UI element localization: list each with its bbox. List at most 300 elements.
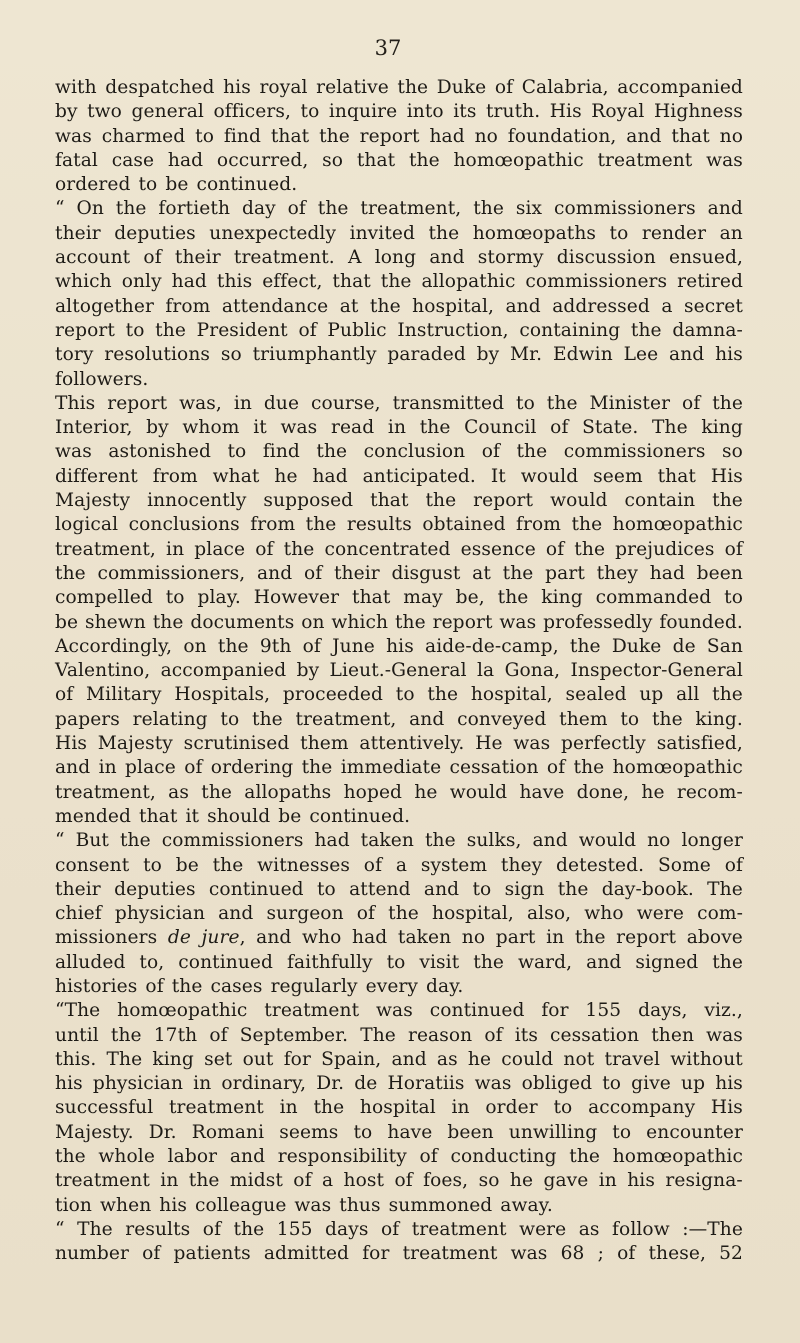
word: were bbox=[636, 903, 684, 925]
word: could bbox=[501, 1048, 554, 1070]
word: prejudices bbox=[615, 538, 715, 560]
word: officers, bbox=[213, 101, 292, 123]
word: play. bbox=[197, 587, 241, 609]
word: hospital, bbox=[412, 295, 495, 317]
text-line bbox=[55, 1145, 743, 1169]
word: the bbox=[188, 1170, 220, 1192]
word: his bbox=[55, 1073, 83, 1095]
word: the bbox=[574, 927, 606, 949]
word: His bbox=[710, 465, 743, 487]
word: been bbox=[447, 1121, 494, 1143]
word: his bbox=[715, 1073, 743, 1095]
word: to bbox=[602, 1073, 622, 1095]
word: of bbox=[356, 903, 376, 925]
word: faithfully bbox=[286, 951, 373, 973]
word: to bbox=[612, 1121, 632, 1143]
word: encounter bbox=[646, 1121, 743, 1143]
word: physician bbox=[92, 1073, 184, 1095]
word: at bbox=[339, 295, 359, 317]
word: the bbox=[252, 708, 283, 730]
text-line bbox=[55, 756, 743, 780]
word: who bbox=[584, 903, 624, 925]
word: king. bbox=[695, 708, 743, 730]
word: read bbox=[330, 417, 375, 439]
word: commissioners bbox=[525, 271, 668, 293]
word: Some bbox=[657, 854, 711, 876]
word: had bbox=[649, 562, 685, 584]
word: of bbox=[394, 1170, 413, 1192]
word: commissioners bbox=[161, 830, 304, 852]
word: discussion bbox=[556, 247, 656, 269]
text-line bbox=[55, 1048, 743, 1072]
word: the bbox=[569, 635, 601, 657]
word: the bbox=[313, 1097, 345, 1119]
word: so bbox=[322, 149, 344, 171]
word: so bbox=[478, 1170, 500, 1192]
word: this bbox=[216, 271, 253, 293]
text-line bbox=[55, 878, 743, 902]
word: system bbox=[420, 854, 488, 876]
word: to bbox=[609, 222, 629, 244]
word: papers bbox=[55, 708, 120, 730]
word: of bbox=[293, 1170, 312, 1192]
word: commissioners, bbox=[97, 562, 246, 584]
word: what bbox=[212, 465, 260, 487]
word: summoned bbox=[388, 1194, 493, 1216]
word: His bbox=[55, 733, 88, 755]
word: thus bbox=[339, 1194, 381, 1216]
word: admitted bbox=[263, 1243, 350, 1265]
word: addressed bbox=[552, 295, 650, 317]
word: of bbox=[724, 854, 743, 876]
word: homœopathic bbox=[117, 1000, 248, 1022]
word: Valentino, bbox=[55, 660, 151, 682]
word: tion bbox=[55, 1194, 92, 1216]
word: allopaths bbox=[244, 781, 332, 803]
word: no bbox=[461, 927, 486, 949]
word: the bbox=[424, 830, 456, 852]
word: all bbox=[676, 684, 700, 706]
word: every bbox=[365, 975, 419, 997]
word: report bbox=[359, 125, 420, 147]
text-line bbox=[55, 708, 743, 732]
text-line bbox=[55, 392, 743, 416]
word: and bbox=[505, 295, 541, 317]
word: San bbox=[706, 635, 743, 657]
word: Duke bbox=[611, 635, 662, 657]
word: the bbox=[397, 77, 429, 98]
word: cessation bbox=[550, 1024, 640, 1046]
word: the bbox=[380, 271, 412, 293]
word: and bbox=[256, 927, 292, 949]
word: that bbox=[139, 805, 178, 827]
word: of bbox=[724, 538, 743, 560]
word: immediate bbox=[340, 757, 442, 779]
word: 52 bbox=[719, 1243, 743, 1265]
word: so bbox=[721, 441, 743, 463]
word: his bbox=[386, 635, 414, 657]
word: the bbox=[152, 611, 184, 633]
word: should bbox=[207, 805, 271, 827]
word: containing bbox=[519, 319, 621, 341]
word: without bbox=[670, 1048, 743, 1070]
word: the bbox=[305, 514, 337, 536]
word: witnesses bbox=[257, 854, 350, 876]
word: conducting bbox=[450, 1146, 557, 1168]
word: and bbox=[218, 903, 254, 925]
word: contain bbox=[624, 490, 696, 512]
word: the bbox=[394, 611, 426, 633]
word: general bbox=[131, 101, 204, 123]
word: homœopaths bbox=[472, 222, 597, 244]
word: stormy bbox=[477, 247, 544, 269]
word: longer bbox=[681, 830, 743, 852]
text-line bbox=[55, 854, 743, 878]
word: The bbox=[652, 417, 688, 439]
text-line bbox=[55, 222, 743, 246]
word: foes, bbox=[423, 1170, 469, 1192]
word: colleague bbox=[195, 1194, 287, 1216]
word: royal bbox=[259, 77, 308, 98]
word: the bbox=[319, 125, 350, 147]
word: damna- bbox=[672, 319, 743, 341]
word: treatment bbox=[168, 1097, 264, 1119]
word: continued. bbox=[309, 805, 411, 827]
word: treatment, bbox=[55, 781, 156, 803]
word: in bbox=[160, 1170, 179, 1192]
text-line bbox=[55, 343, 743, 367]
word: de bbox=[167, 927, 191, 949]
text-line bbox=[55, 1024, 743, 1048]
word: in bbox=[279, 1097, 298, 1119]
word: to bbox=[143, 854, 162, 876]
word: to bbox=[724, 587, 743, 609]
word: a bbox=[661, 295, 673, 317]
text-line bbox=[55, 586, 743, 610]
word: days, bbox=[638, 1000, 688, 1022]
word: viz., bbox=[704, 1000, 743, 1022]
word: he bbox=[641, 781, 665, 803]
word: the bbox=[497, 587, 529, 609]
word: Calabria, bbox=[521, 77, 609, 98]
word: retired bbox=[677, 271, 743, 293]
word: Edwin bbox=[552, 344, 613, 366]
word: The bbox=[360, 1024, 396, 1046]
word: Public bbox=[327, 319, 387, 341]
word: had bbox=[167, 149, 204, 171]
word: he bbox=[467, 1048, 492, 1070]
word: no bbox=[647, 830, 671, 852]
word: of bbox=[419, 1146, 438, 1168]
word: day bbox=[241, 198, 276, 220]
word: be bbox=[165, 174, 189, 196]
word: disgust bbox=[391, 562, 461, 584]
word: this. bbox=[55, 1048, 97, 1070]
word: to bbox=[553, 1097, 573, 1119]
word: astonished bbox=[108, 441, 211, 463]
word: 9th bbox=[259, 635, 292, 657]
word: have bbox=[387, 1121, 433, 1143]
word: was bbox=[474, 1073, 512, 1095]
word: essence bbox=[460, 538, 536, 560]
word: However bbox=[253, 587, 340, 609]
word: His bbox=[549, 101, 582, 123]
word: find bbox=[223, 125, 261, 147]
word: of bbox=[143, 247, 162, 269]
word: it bbox=[253, 417, 267, 439]
word: invited bbox=[349, 222, 416, 244]
word: on bbox=[183, 635, 207, 657]
word: until bbox=[55, 1024, 99, 1046]
word: the bbox=[573, 757, 605, 779]
word: for bbox=[541, 1000, 569, 1022]
body-text bbox=[55, 76, 743, 1267]
word: allopathic bbox=[421, 271, 516, 293]
word: done, bbox=[576, 781, 630, 803]
word: the bbox=[425, 490, 457, 512]
word: it bbox=[185, 805, 200, 827]
word: which bbox=[331, 611, 389, 633]
word: patients bbox=[173, 1243, 251, 1265]
word: then bbox=[651, 1024, 695, 1046]
word: deputies bbox=[114, 222, 196, 244]
word: Royal bbox=[591, 101, 645, 123]
word: set bbox=[204, 1048, 233, 1070]
word: ordinary, bbox=[221, 1073, 307, 1095]
word: also, bbox=[526, 903, 572, 925]
word: attentively. bbox=[359, 733, 465, 755]
word: gave bbox=[543, 1170, 589, 1192]
word: of bbox=[303, 562, 323, 584]
word: sulks, bbox=[466, 830, 522, 852]
word: order bbox=[485, 1097, 538, 1119]
word: the bbox=[712, 684, 743, 706]
word: would bbox=[520, 465, 579, 487]
word: that bbox=[370, 490, 409, 512]
word: to bbox=[620, 708, 640, 730]
word: for bbox=[362, 1243, 390, 1265]
word: It bbox=[490, 465, 506, 487]
word: been bbox=[696, 562, 743, 584]
word: President bbox=[196, 319, 288, 341]
word: :—The bbox=[682, 1218, 743, 1240]
word: the bbox=[427, 684, 459, 706]
text-line bbox=[55, 1218, 743, 1242]
word: of bbox=[481, 441, 500, 463]
word: successful bbox=[55, 1097, 154, 1119]
word: of bbox=[184, 757, 203, 779]
word: their bbox=[333, 562, 380, 584]
word: was bbox=[706, 1024, 743, 1046]
word: satisfied, bbox=[656, 733, 743, 755]
word: the bbox=[110, 1024, 142, 1046]
word: occurred, bbox=[216, 149, 309, 171]
word: attendance bbox=[221, 295, 329, 317]
word: up bbox=[681, 1073, 706, 1095]
word: that bbox=[356, 149, 396, 171]
word: the bbox=[233, 1218, 265, 1240]
word: labor bbox=[167, 1146, 218, 1168]
word: have bbox=[519, 781, 565, 803]
word: were bbox=[519, 1218, 567, 1240]
word: number bbox=[55, 1243, 129, 1265]
word: On bbox=[76, 198, 104, 220]
word: sealed bbox=[565, 684, 627, 706]
word: the bbox=[316, 441, 348, 463]
word: of bbox=[550, 417, 569, 439]
word: on bbox=[301, 611, 325, 633]
word: the bbox=[212, 854, 244, 876]
word: to bbox=[138, 174, 158, 196]
word: only bbox=[121, 271, 162, 293]
word: of bbox=[484, 1024, 503, 1046]
word: to bbox=[195, 125, 215, 147]
word: in bbox=[193, 1073, 212, 1095]
word: had bbox=[171, 271, 207, 293]
word: the bbox=[201, 781, 233, 803]
word: place bbox=[125, 757, 176, 779]
word: Dr. bbox=[316, 1073, 345, 1095]
word: relative bbox=[316, 77, 389, 98]
word: fatal bbox=[55, 149, 98, 171]
word: king bbox=[701, 417, 743, 439]
word: and bbox=[423, 878, 460, 900]
word: whole bbox=[98, 1146, 155, 1168]
word: the bbox=[283, 538, 315, 560]
word: conveyed bbox=[457, 708, 547, 730]
word: 155 bbox=[585, 1000, 622, 1022]
word: Council bbox=[464, 417, 537, 439]
word: Majesty. bbox=[55, 1121, 134, 1143]
word: resigna- bbox=[665, 1170, 743, 1192]
word: as bbox=[578, 1218, 600, 1240]
word: taken bbox=[397, 927, 452, 949]
word: the bbox=[408, 149, 440, 171]
word: and bbox=[409, 708, 445, 730]
word: of bbox=[202, 1218, 222, 1240]
word: surgeon bbox=[266, 903, 344, 925]
word: resolutions bbox=[104, 344, 211, 366]
word: that bbox=[657, 465, 696, 487]
word: by bbox=[476, 344, 500, 366]
word: was bbox=[706, 149, 743, 171]
word: had bbox=[314, 830, 350, 852]
word: in bbox=[546, 927, 565, 949]
word: would bbox=[449, 781, 508, 803]
word: treatment. bbox=[233, 247, 335, 269]
word: of bbox=[380, 1218, 400, 1240]
word: days bbox=[325, 1218, 369, 1240]
word: in bbox=[233, 392, 252, 414]
word: Romani bbox=[191, 1121, 265, 1143]
word: for bbox=[283, 1048, 311, 1070]
word: of bbox=[255, 538, 274, 560]
word: they bbox=[500, 854, 543, 876]
word: them bbox=[559, 708, 608, 730]
word: treatment bbox=[411, 1218, 507, 1240]
word: up bbox=[639, 684, 664, 706]
word: missioners bbox=[55, 927, 158, 949]
word: in bbox=[98, 757, 117, 779]
word: and bbox=[626, 125, 662, 147]
word: But bbox=[75, 830, 109, 852]
word: Accordingly, bbox=[55, 635, 173, 657]
word: into bbox=[406, 101, 444, 123]
word: Inspector-General bbox=[570, 660, 743, 682]
word: obliged bbox=[521, 1073, 593, 1095]
word: to bbox=[472, 878, 492, 900]
word: the bbox=[55, 562, 86, 584]
word: “ bbox=[55, 198, 65, 220]
text-line bbox=[55, 416, 743, 440]
word: part bbox=[495, 927, 536, 949]
text-line bbox=[55, 975, 743, 999]
word: to bbox=[516, 392, 535, 414]
word: accompanied bbox=[617, 77, 743, 98]
word: and bbox=[55, 757, 91, 779]
word: transmitted bbox=[392, 392, 505, 414]
word: was bbox=[280, 417, 318, 439]
word: who bbox=[302, 927, 342, 949]
word: the bbox=[574, 538, 606, 560]
word: professedly bbox=[543, 611, 653, 633]
word: that bbox=[332, 271, 371, 293]
word: their bbox=[55, 222, 101, 244]
word: “ bbox=[55, 830, 65, 852]
word: cases bbox=[210, 975, 263, 997]
word: conclusion bbox=[363, 441, 466, 463]
word: the bbox=[217, 635, 249, 657]
word: was bbox=[55, 441, 92, 463]
word: treatment, bbox=[55, 538, 156, 560]
word: the bbox=[317, 198, 349, 220]
word: ensued, bbox=[668, 247, 743, 269]
word: had bbox=[312, 465, 348, 487]
word: the bbox=[712, 392, 743, 414]
word: six bbox=[515, 198, 543, 220]
text-line bbox=[55, 173, 743, 197]
text-line bbox=[55, 1194, 743, 1218]
word: his bbox=[223, 77, 251, 98]
word: founded. bbox=[659, 611, 743, 633]
word: was bbox=[513, 733, 551, 755]
word: and bbox=[586, 951, 622, 973]
word: to bbox=[220, 708, 240, 730]
word: at bbox=[472, 562, 491, 584]
text-line bbox=[55, 829, 743, 853]
text-line bbox=[55, 197, 743, 221]
text-line bbox=[55, 149, 743, 173]
word: report bbox=[616, 927, 677, 949]
word: to bbox=[395, 684, 415, 706]
word: a bbox=[321, 1170, 334, 1192]
word: from bbox=[152, 465, 198, 487]
word: physician bbox=[114, 903, 206, 925]
word: whom bbox=[182, 417, 240, 439]
word: charmed bbox=[101, 125, 186, 147]
text-line bbox=[55, 319, 743, 343]
word: Highness bbox=[653, 101, 743, 123]
word: an bbox=[719, 222, 743, 244]
word: the bbox=[516, 441, 548, 463]
word: to bbox=[386, 951, 406, 973]
word: two bbox=[87, 101, 122, 123]
word: of bbox=[682, 392, 701, 414]
word: Gona, bbox=[504, 660, 561, 682]
word: away. bbox=[500, 1194, 553, 1216]
word: “The bbox=[55, 1000, 101, 1022]
word: “ bbox=[55, 1218, 65, 1240]
